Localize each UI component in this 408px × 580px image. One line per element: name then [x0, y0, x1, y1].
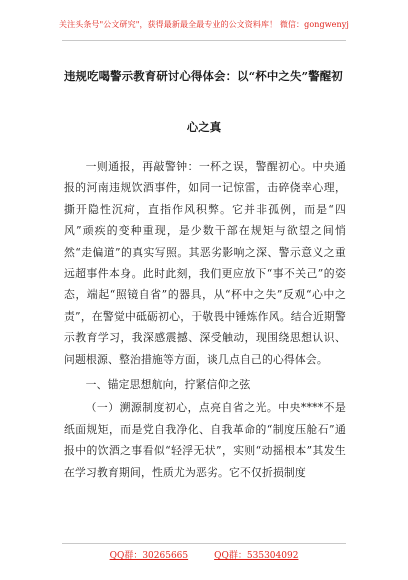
- document-title-line-2: 心之真: [186, 120, 222, 134]
- body-paragraph-intro: 一则通报，再敲警钟：一杯之误，警醒初心。中央通报的河南违规饮酒事件，如同一记惊雷，击碎侥幸心理，撕开隐性沉疴，直指作风积弊。它并非孤例，而是“四风”顽疾的变种重现，是少数干部在规矩与欲望之间悄然“走偏道”的真实写照。其恶劣影响之深、警示意义之重远超事件本身。此时此刻，我们更应放下“事不关己”的姿态，端起“照镜自省”的器具，从“杯中之失”反观“心中之责”，在警觉中砥砺初心，于敬畏中锤炼作风。结合近期警示教育学习，我深感震撼、深受触动，现围绕思想认识、问题根源、整治措施等方面，谈几点自己的心得体会。: [64, 160, 346, 366]
- section-heading-1: 一、锚定思想航向，拧紧信仰之弦: [85, 378, 251, 392]
- footer-qq-group-2[interactable]: QQ群：535304092: [214, 551, 299, 561]
- document-body: [64, 156, 346, 483]
- document-title-line-1: 违规吃喝警示教育研讨心得体会：以“杯中之失”警醒初: [64, 69, 343, 83]
- footer-banner: [0, 548, 408, 561]
- footer-qq-group-1[interactable]: QQ群：30265665: [109, 551, 189, 561]
- body-paragraph-subsection-1: （一）溯源制度初心，点亮自省之光。中央****不是纸面规矩，而是党自我净化、自我革命的“制度压舱石”通报中的饮酒之事看似“轻浮无状”，实则“动摇根本”其发生在学习教育期间，性质尤为恶劣。它不仅折损制度: [64, 401, 346, 479]
- footer-divider: [62, 543, 346, 544]
- header-banner: 关注头条号"公文研究"，获得最新最全最专业的公文资料库！ 微信：gongwenyj: [59, 20, 349, 29]
- header-divider: [62, 40, 346, 41]
